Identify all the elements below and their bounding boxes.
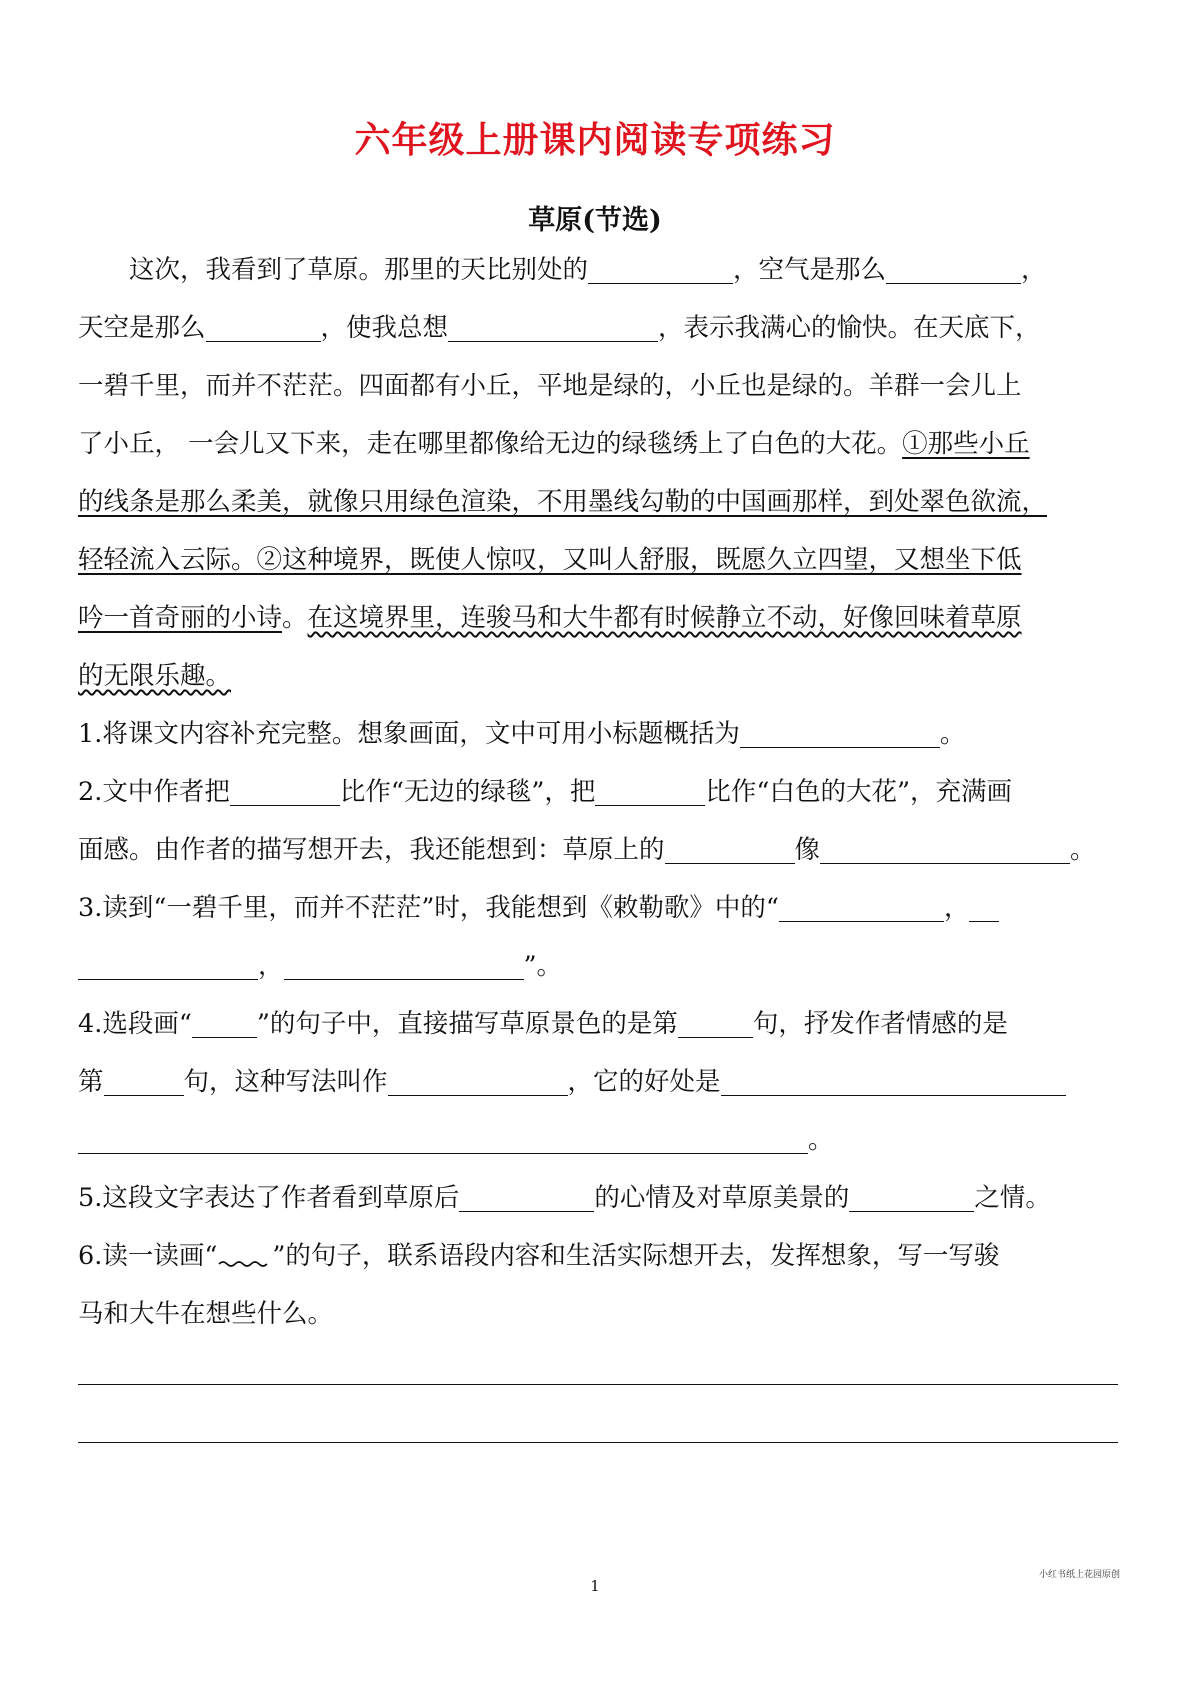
answer-blank[interactable] (388, 1065, 568, 1096)
wavy-underline-sample (217, 1240, 272, 1270)
answer-line-2[interactable] (78, 1442, 1118, 1443)
passage-line-2: 天空是那么 ，使我总想 ，表示我满心的愉快。在天底下， (78, 313, 1041, 343)
question-4-cont: 第 句，这种写法叫作 ，它的好处是 (78, 1062, 1118, 1102)
answer-blank[interactable] (78, 1123, 808, 1154)
question-1: 1.将课文内容补充完整。想象画面，文中可用小标题概括为 。 (78, 719, 966, 749)
answer-blank[interactable] (459, 1181, 594, 1212)
answer-blank[interactable] (820, 833, 1070, 864)
passage-line-3: 一碧千里，而并不茫茫。四面都有小丘，平地是绿的，小丘也是绿的。羊群一会儿上 (78, 371, 1022, 401)
passage-line-1: 这次，我看到了草原。那里的天比别处的 ，空气是那么 ， (129, 255, 1047, 285)
passage-title: 草原(节选) (528, 205, 662, 236)
answer-blank[interactable] (779, 891, 944, 922)
answer-blank[interactable] (104, 1065, 184, 1096)
watermark-text: 小红书纸上花园原创 (1038, 1570, 1120, 1580)
underlined-sentence-1-end: 轻轻流入云际。 (78, 545, 257, 575)
question-2-cont: 面感。由作者的描写想开去，我还能想到：草原上的 像 。 (78, 835, 1096, 865)
answer-blank[interactable] (665, 833, 795, 864)
question-4: 4.选段画“ ”的句子中，直接描写草原景色的是第 句，抒发作者情感的是 (78, 1009, 1008, 1039)
fill-blank[interactable] (588, 253, 733, 284)
underlined-sentence-1: ①那些小丘 (902, 429, 1030, 459)
question-3: 3.读到“一碧千里，而并不茫茫”时，我能想到《敕勒歌》中的“ ， (78, 888, 1118, 928)
underlined-sentence-2-end: 吟一首奇丽的小诗 (78, 603, 283, 633)
underlined-sentence-1-cont: 的线条是那么柔美，就像只用绿色渲染，不用墨线勾勒的中国画那样，到处翠色欲流， (78, 487, 1048, 517)
fill-blank[interactable] (886, 253, 1021, 284)
page-number: 1 (590, 1577, 600, 1595)
underlined-sentence-2: ②这种境界，既使人惊叹，又叫人舒服，既愿久立四望，又想坐下低 (256, 545, 1022, 575)
answer-blank[interactable] (78, 949, 258, 980)
worksheet-title: 六年级上册课内阅读专项练习 (354, 119, 836, 161)
question-6: 6.读一读画“ ”的句子，联系语段内容和生活实际想开去，发挥想象，写一写骏 (78, 1241, 1000, 1271)
question-6-cont: 马和大牛在想些什么。 (78, 1299, 334, 1329)
answer-blank[interactable] (284, 949, 524, 980)
fill-blank[interactable] (448, 311, 658, 342)
answer-blank[interactable] (969, 891, 999, 922)
question-5: 5.这段文字表达了作者看到草原后 的心情及对草原美景的 之情。 (78, 1183, 1051, 1213)
wavy-sentence: 在这境界里，连骏马和大牛都有时候静立不动，好像回味着草原 (307, 603, 1022, 633)
fill-blank[interactable] (206, 311, 321, 342)
answer-blank[interactable] (849, 1181, 974, 1212)
answer-blank[interactable] (678, 1007, 753, 1038)
answer-blank[interactable] (595, 775, 705, 806)
answer-blank[interactable] (230, 775, 340, 806)
answer-blank[interactable] (721, 1065, 1066, 1096)
wavy-sentence-end: 的无限乐趣。 (78, 661, 232, 691)
answer-line-1[interactable] (78, 1384, 1118, 1385)
passage-line-7: 吟一首奇丽的小诗。在这境界里，连骏马和大牛都有时候静立不动，好像回味着草原 (78, 603, 1022, 633)
passage-line-5 (78, 482, 1118, 522)
question-4-cont2: 。 (78, 1120, 1118, 1160)
underline-sample (192, 1007, 257, 1038)
passage-line-8 (78, 656, 1118, 696)
answer-blank[interactable] (740, 717, 940, 748)
passage-line-6 (78, 540, 1118, 580)
question-3-cont: ， ”。 (78, 946, 1118, 986)
passage-line-4: 了小丘， 一会儿又下来，走在哪里都像给无边的绿毯绣上了白色的大花。①那些小丘 (78, 429, 1030, 459)
question-2: 2.文中作者把 比作“无边的绿毯”，把 比作“白色的大花”，充满画 (78, 777, 1012, 807)
